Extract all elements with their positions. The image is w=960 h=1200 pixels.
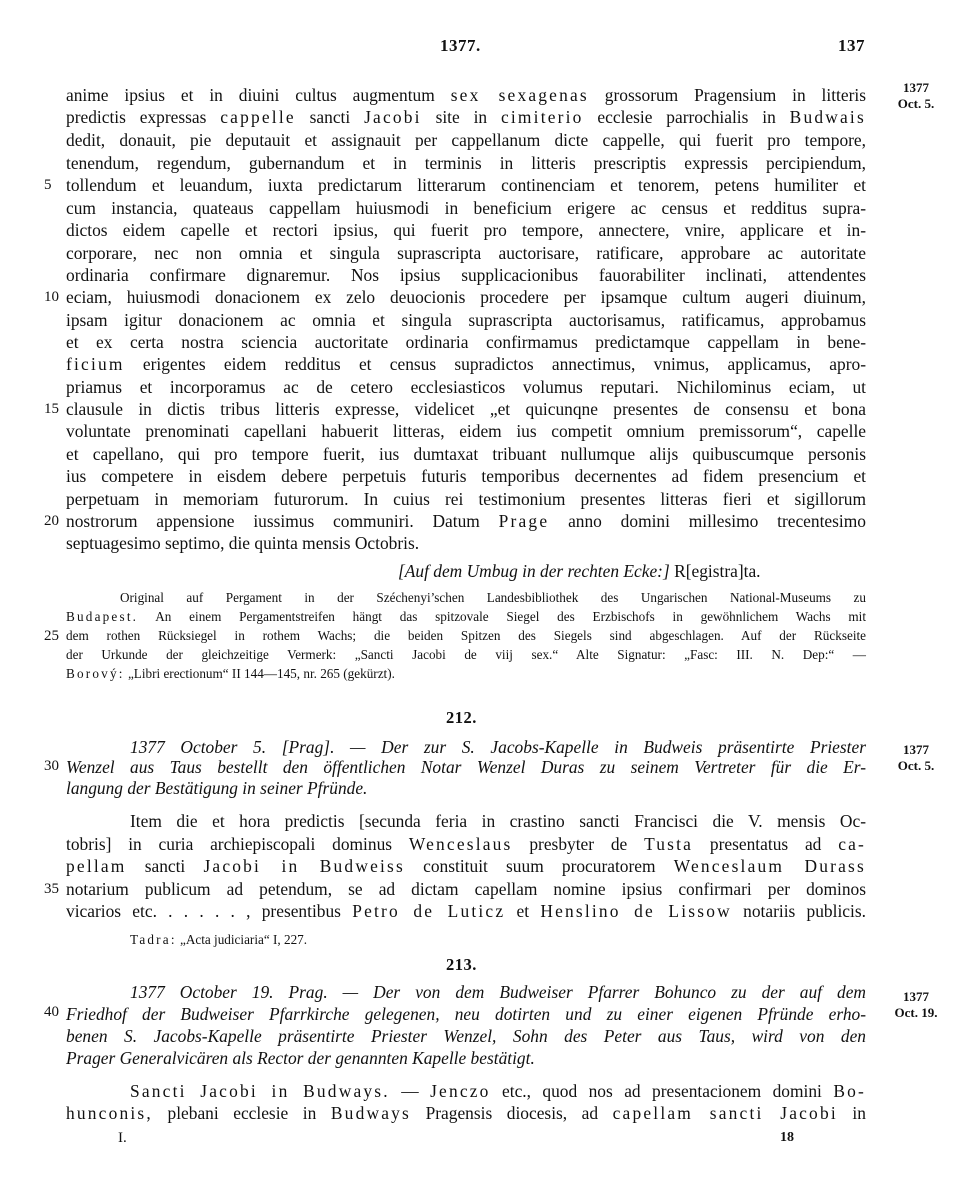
page-number: 137 <box>838 36 865 55</box>
line-number: 30 <box>44 758 59 774</box>
line-number: 35 <box>44 881 59 897</box>
margin-date: 1377 Oct. 19. <box>894 989 938 1020</box>
text-line: ordinaria confirmare dignaremur. Nos ipsius supplicacionibus fauorabiliter inclinati, attendentes <box>66 265 866 285</box>
text-line: tobris] in curia archiepiscopali dominus Wenceslaus presbyter de Tusta presentatus ad ca- <box>66 834 867 854</box>
sheet-mark: I. <box>118 1130 127 1146</box>
text-line: dictos eidem capelle et rectori ipsius, qui fuerit pro tempore, annectere, vnire, applicare et in- <box>66 220 866 240</box>
regest-line: 1377 October 19. Prag. — Der von dem Budweiser Pfarrer Bohunco zu der auf dem <box>130 982 866 1002</box>
document-number: 213. <box>446 955 477 974</box>
line-number: 5 <box>44 177 52 193</box>
text-line: vicarios etc. . . . . . , presentibus Petro de Luticz et Henslino de Lissow notariis publicis. <box>66 901 866 921</box>
source-note: der Urkunde der gleichzeitige Vermerk: „Sancti Jacobi de viij sex.“ Alte Signatur: „Fasc: III. N. Dep:“ — <box>66 647 866 662</box>
margin-date: 1377 Oct. 5. <box>897 742 935 773</box>
source-note: Borový: „Libri erectionum“ II 144—145, nr. 265 (gekürzt). <box>66 666 395 681</box>
line-number: 10 <box>44 289 59 305</box>
text-line: cum instancia, quateaus cappellam huiusmodi in beneficium erigere ac census et redditus supra- <box>66 198 866 218</box>
text-line: anime ipsius et in diuini cultus augmentum sex sexagenas grossorum Pragensium in litteris <box>66 85 866 105</box>
source-note: dem rothen Rücksiegel in rothem Wachs; die beiden Spitzen des Siegels sind abgeschlagen. Auf der Rückseite <box>66 628 866 643</box>
text-line: notarium publicum ad petendum, se ad dictam capellam nomine ipsius confirmari per dominos <box>66 879 866 899</box>
regest-line: Wenzel aus Taus bestellt den öffentlichen Notar Wenzel Duras zu seinem Vertreter für die Er- <box>66 757 866 777</box>
text-line: ipsam igitur donacionem ac omnia et singula suprascripta auctorisamus, ratificamus, approbamus <box>66 310 866 330</box>
text-line: tollendum et leuandum, iuxta predictarum litterarum continenciam et tenorem, petens humiliter et <box>66 175 866 195</box>
text-line: tenendum, regendum, gubernandum et in terminis in litteris prescriptis expressis percipiendum, <box>66 153 866 173</box>
text-line: ius competere in eisdem debere perpetuis futuris temporibus decernentes ad fidem presencium et <box>66 466 866 486</box>
source-note: Tadra: „Acta judiciaria“ I, 227. <box>130 932 308 947</box>
source-note: Original auf Pergament in der Széchenyi’schen Landesbibliothek des Ungarischen National-Museums zu <box>120 590 866 605</box>
text-line: septuagesimo septimo, die quinta mensis Octobris. <box>66 533 420 553</box>
endorsement-note: [Auf dem Umbug in der rechten Ecke:] R[egistra]ta. <box>398 561 761 581</box>
text-line: priamus et incorporamus ac de cetero ecclesiasticos volumus reputari. Nichilominus eciam, ut <box>66 377 866 397</box>
text-line: predictis expressas cappelle sancti Jacobi site in cimiterio ecclesie parrochialis in Budwais <box>66 107 866 127</box>
running-head-year: 1377. <box>440 36 481 55</box>
text-line: Sancti Jacobi in Budways. — Jenczo etc., quod nos ad presentacionem domini Bo- <box>130 1081 866 1101</box>
regest-line: 1377 October 5. [Prag]. — Der zur S. Jacobs-Kapelle in Budweis präsentirte Priester <box>130 737 866 757</box>
text-line: et ex certa nostra sciencia auctoritate ordinaria confirmamus predictamque cappellam in bene- <box>66 332 866 352</box>
regest-line: Prager Generalvicären als Rector der genannten Kapelle bestätigt. <box>66 1048 535 1068</box>
text-line: nostrorum appensione iussimus communiri. Datum Prage anno domini millesimo trecentesimo <box>66 511 866 531</box>
document-number: 212. <box>446 708 477 727</box>
line-number: 25 <box>44 628 59 644</box>
regest-line: benen S. Jacobs-Kapelle präsentirte Priester Wenzel, Sohn des Peter aus Taus, wird von den <box>66 1026 866 1046</box>
signature-mark: 18 <box>780 1130 794 1145</box>
text-line: clausule in dictis tribus litteris expresse, videlicet „et quicunqne presentes de consensu et bona <box>66 399 866 419</box>
margin-date: 1377 Oct. 5. <box>897 80 935 111</box>
text-line: ficium erigentes eidem redditus et census supradictos annectimus, vnimus, applicamus, apro- <box>66 354 866 374</box>
regest-line: langung der Bestätigung in seiner Pfründe. <box>66 778 368 798</box>
text-line: Item die et hora predictis [secunda feria in crastino sancti Francisci die V. mensis Oc- <box>130 811 866 831</box>
text-line: eciam, huiusmodi donacionem ex zelo deuocionis procedere per ipsamque cultum augeri diuinum, <box>66 287 866 307</box>
source-note: Budapest. An einem Pergamentstreifen hängt das spitzovale Siegel des Erzbischofs in gewöhnlichem Wachs mit <box>66 609 866 624</box>
text-line: hunconis, plebani ecclesie in Budways Pragensis diocesis, ad capellam sancti Jacobi in <box>66 1103 866 1123</box>
text-line: et capellano, qui pro tempore fuerit, ius dumtaxat tribuant nullumque alijs quibuscumque personis <box>66 444 866 464</box>
text-line: corporare, nec non omnia et singula suprascripta auctorisare, ratificare, approbare ac autoritate <box>66 243 866 263</box>
line-number: 40 <box>44 1004 59 1020</box>
line-number: 20 <box>44 513 59 529</box>
text-line: dedit, donauit, pie deputauit et assignauit per cappellanum dicte cappelle, qui fuerit pro tempore, <box>66 130 866 150</box>
text-line: pellam sancti Jacobi in Budweiss constituit suum procuratorem Wenceslaum Durass <box>66 856 866 876</box>
text-line: voluntate prenominati capellani habuerit litteras, eidem ius competit omnium premissorum“, capelle <box>66 421 866 441</box>
regest-line: Friedhof der Budweiser Pfarrkirche gelegenen, neu dotirten und zu einer eigenen Pfründe erho- <box>66 1004 866 1024</box>
text-line: perpetuam in memoriam futurorum. In cuius rei testimonium presentes litteras fieri et sigillorum <box>66 489 866 509</box>
line-number: 15 <box>44 401 59 417</box>
